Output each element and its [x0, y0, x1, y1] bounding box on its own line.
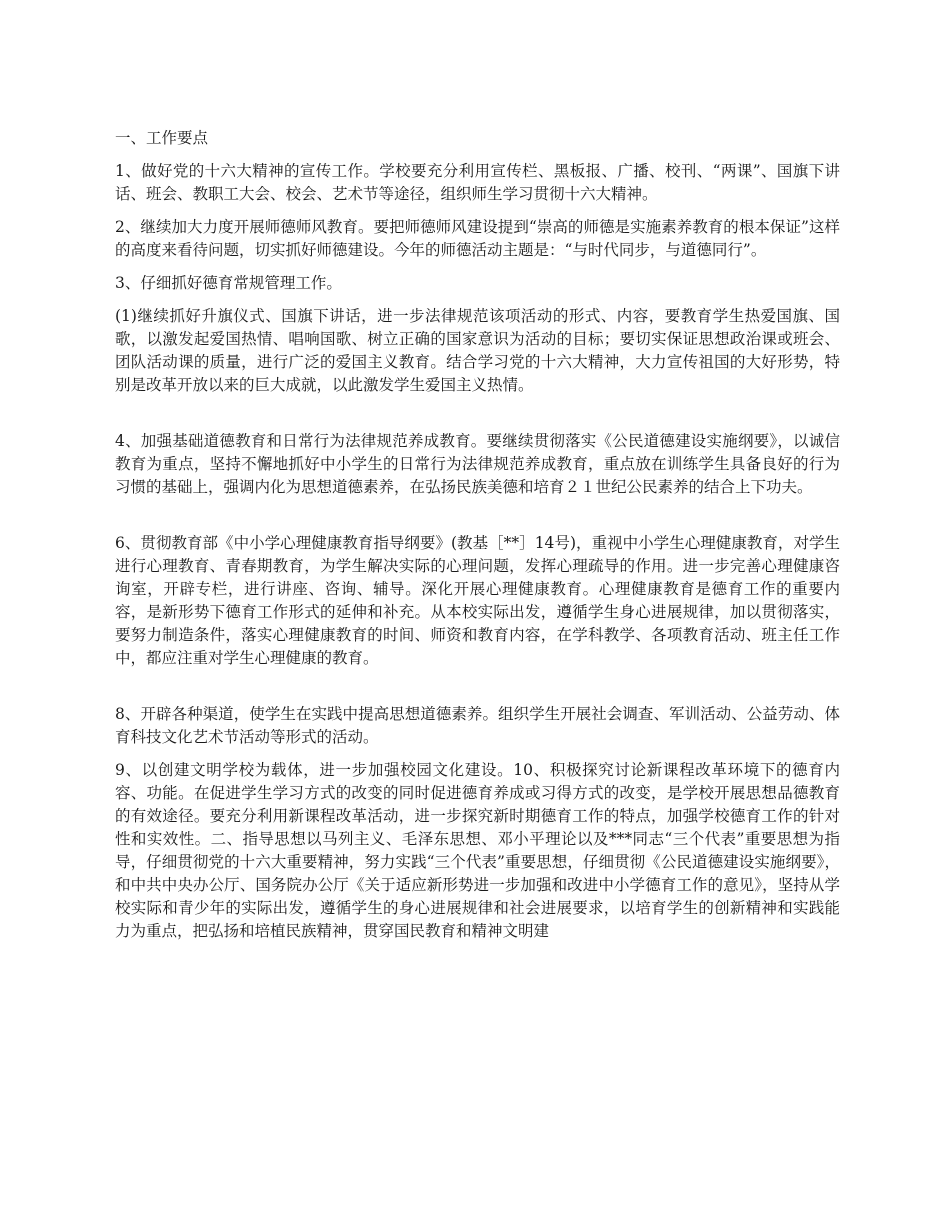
- paragraph-item-3: 3、仔细抓好德育常规管理工作。: [115, 274, 342, 292]
- paragraph-item-2: 2、继续加大力度开展师德师风教育。要把师德师风建设提到“崇高的师德是实施素养教育的根本保证”这样的高度来看待问题，切实抓好师德建设。今年的师德活动主题是：“与时代同步，与道德同行”。: [115, 218, 840, 259]
- paragraph-item-1: 1、做好党的十六大精神的宣传工作。学校要充分利用宣传栏、黑板报、广播、校刊、“两课”、国旗下讲话、班会、教职工大会、校会、艺术节等途径，组织师生学习贯彻十六大精神。: [115, 162, 840, 203]
- paragraph-item-3-1: (1)继续抓好升旗仪式、国旗下讲话，进一步法律规范该项活动的形式、内容，要教育学生热爱国旗、国歌，以激发起爱国热情、唱响国歌、树立正确的国家意识为活动的目标；要切实保证思想政治课或班会、团队活动课的质量，进行广泛的爱国主义教育。结合学习党的十六大精神，大力宣传祖国的大好形势，特别是改革开放以来的巨大成就，以此激发学生爱国主义热情。: [115, 307, 840, 394]
- paragraph-item-4: 4、加强基础道德教育和日常行为法律规范养成教育。要继续贯彻落实《公民道德建设实施纲要》，以诚信教育为重点，坚持不懈地抓好中小学生的日常行为法律规范养成教育，重点放在训练学生具备良好的行为习惯的基础上，强调内化为思想道德素养，在弘扬民族美德和培育２１世纪公民素养的结合上下功夫。: [115, 432, 840, 496]
- paragraph-item-9: 9、以创建文明学校为载体，进一步加强校园文化建设。10、积极探究讨论新课程改革环境下的德育内容、功能。在促进学生学习方式的改变的同时促进德育养成或习得方式的改变，是学校开展思想品德教育的有效途径。要充分利用新课程改革活动，进一步探究新时期德育工作的特点，加强学校德育工作的针对性和实效性。二、指导思想以马列主义、毛泽东思想、邓小平理论以及***同志“三个代表”重要思想为指导，仔细贯彻党的十六大重要精神，努力实践“三个代表”重要思想，仔细贯彻《公民道德建设实施纲要》，和中共中央办公厅、国务院办公厅《关于适应新形势进一步加强和改进中小学德育工作的意见》，坚持从学校实际和青少年的实际出发，遵循学生的身心进展规律和社会进展要求，以培育学生的创新精神和实践能力为重点，把弘扬和培植民族精神，贯穿国民教育和精神文明建: [115, 761, 840, 940]
- paragraph-item-8: 8、开辟各种渠道，使学生在实践中提高思想道德素养。组织学生开展社会调查、军训活动、公益劳动、体育科技文化艺术节活动等形式的活动。: [115, 705, 840, 746]
- paragraph-item-6: 6、贯彻教育部《中小学心理健康教育指导纲要》(教基［**］14号)，重视中小学生心理健康教育，对学生进行心理教育、青春期教育，为学生解决实际的心理问题，发挥心理疏导的作用。进一步完善心理健康咨询室，开辟专栏，进行讲座、咨询、辅导。深化开展心理健康教育。心理健康教育是德育工作的重要内容，是新形势下德育工作形式的延伸和补充。从本校实际出发，遵循学生身心进展规律，加以贯彻落实，要努力制造条件，落实心理健康教育的时间、师资和教育内容，在学科教学、各项教育活动、班主任工作中，都应注重对学生心理健康的教育。: [115, 534, 840, 667]
- document-body: [115, 127, 840, 943]
- section-heading-work-points: 一、工作要点: [115, 129, 209, 147]
